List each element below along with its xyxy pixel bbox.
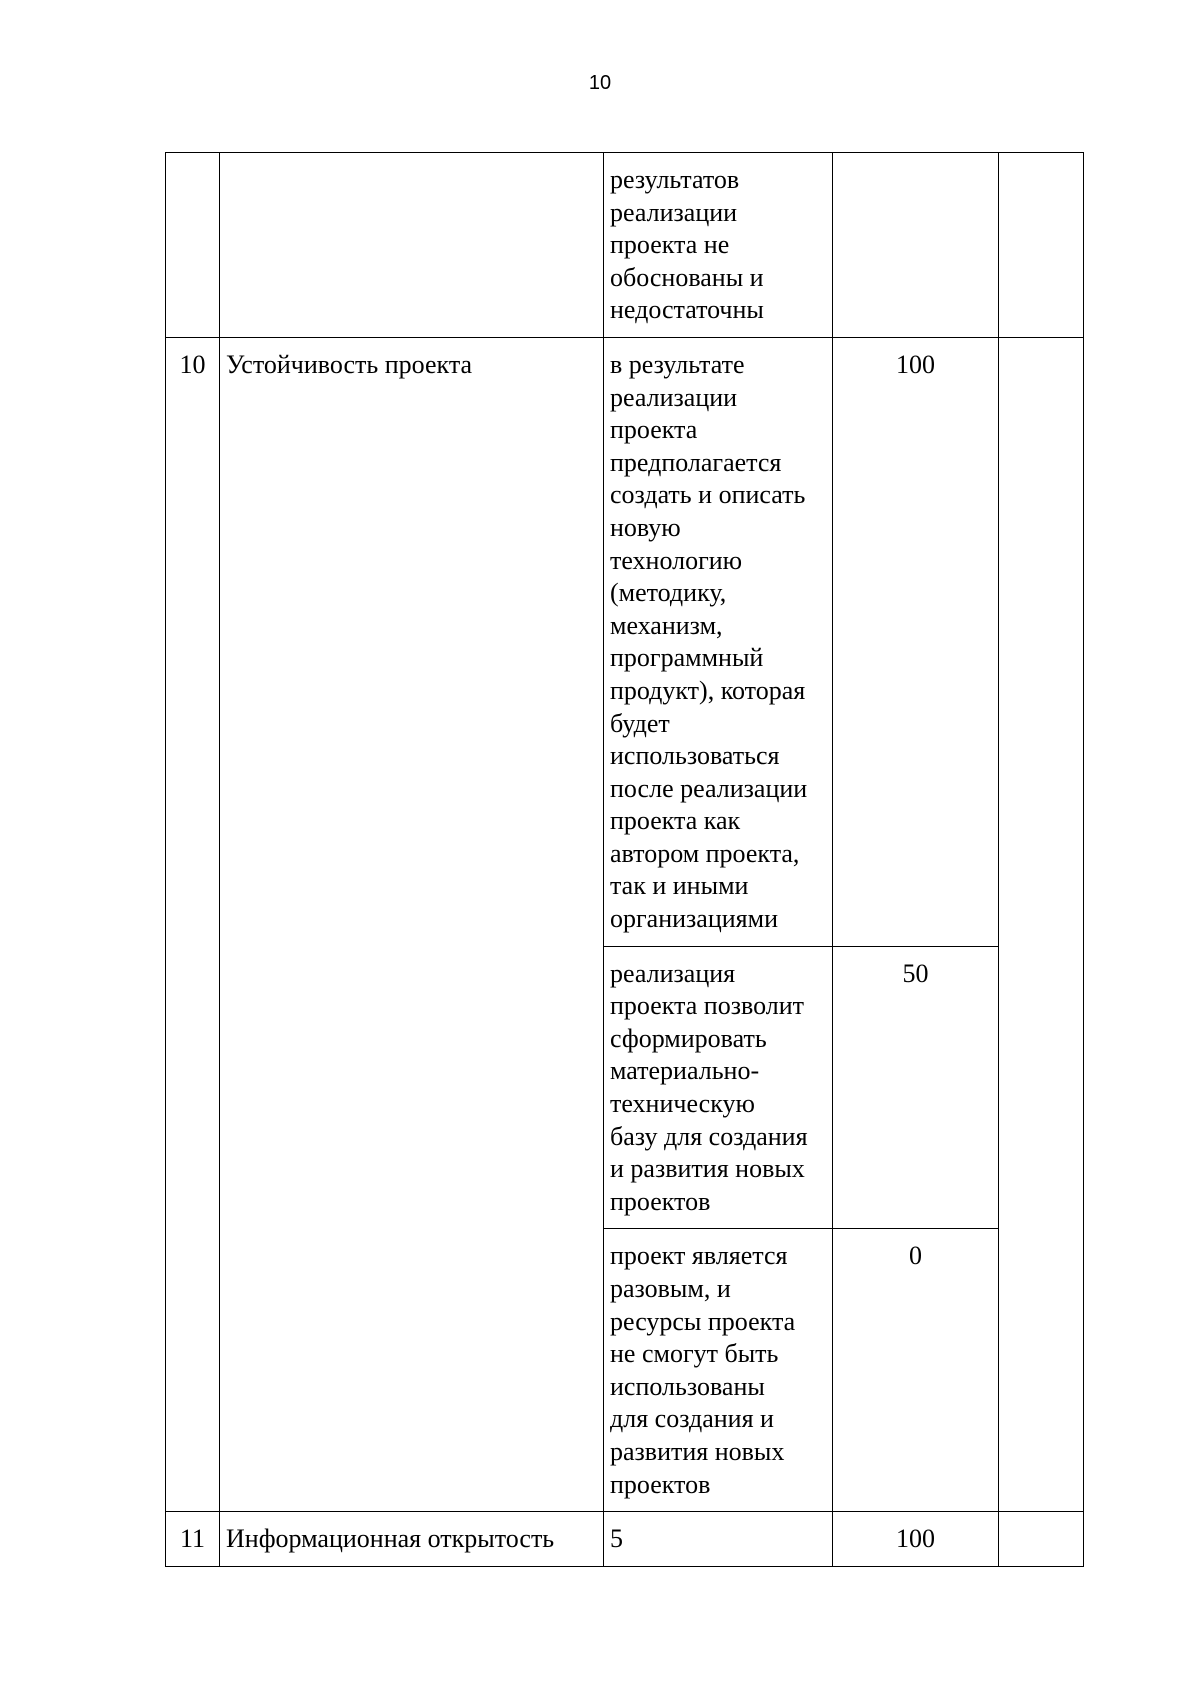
extra-cell (999, 337, 1084, 1511)
description-cell: результатов реализации проекта не обоснованы и недостаточны (604, 153, 833, 338)
score-cell: 0 (833, 1229, 999, 1512)
table-row (166, 153, 1084, 338)
description-cell: проект является разовым, и ресурсы проекта не смогут быть использованы для создания и развития новых проектов (604, 1229, 833, 1512)
score-cell (833, 153, 999, 338)
extra-cell (999, 153, 1084, 338)
description-cell: реализация проекта позволит сформировать материально- техническую базу для создания и развития новых проектов (604, 946, 833, 1229)
table-row (166, 1512, 1084, 1567)
page-number: 10 (588, 72, 612, 94)
row-number-cell: 10 (166, 337, 220, 1511)
score-cell: 100 (833, 1512, 999, 1567)
score-cell: 50 (833, 946, 999, 1229)
score-cell: 100 (833, 337, 999, 946)
description-cell: 5 (604, 1512, 833, 1567)
row-number-cell: 11 (166, 1512, 220, 1567)
criteria-table (165, 152, 1084, 1567)
criterion-cell (220, 153, 604, 338)
extra-cell (999, 1512, 1084, 1567)
table-row (166, 337, 1084, 946)
criterion-cell: Устойчивость проекта (220, 337, 604, 1511)
row-number-cell (166, 153, 220, 338)
description-cell: в результате реализации проекта предполагается создать и описать новую технологию (методику, механизм, программный продукт), которая будет использоваться после реализации проекта как автором проекта, так и иными организациями (604, 337, 833, 946)
criterion-cell: Информационная открытость (220, 1512, 604, 1567)
